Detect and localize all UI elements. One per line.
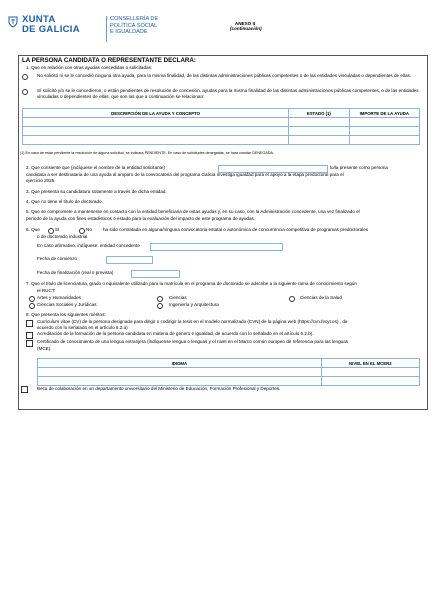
logo-line2: DE GALICIA bbox=[22, 24, 80, 35]
q2-text-pre: 2. Que consiente que (indíquese el nombre de la entidad solicitante) bbox=[26, 165, 165, 170]
annex-title bbox=[230, 21, 260, 32]
q6-line2: o de doctorado industrial. bbox=[37, 234, 89, 239]
merit-language-line2: (MCE). bbox=[37, 346, 52, 351]
table-row bbox=[38, 377, 420, 386]
q7-label-arts: Artes y Humanidades bbox=[37, 295, 81, 300]
q7-radio-sciences[interactable] bbox=[157, 296, 163, 302]
q7-radio-engineering[interactable] bbox=[157, 303, 163, 309]
dept-line1: CONSELLERÍA DE bbox=[110, 16, 159, 22]
aid-header-amount: IMPORTE DE LA AYUDA bbox=[349, 109, 419, 118]
lang-header-level: NIVEL EN EL MCER2 bbox=[321, 359, 419, 368]
section-title: LA PERSONA CANDIDATA O REPRESENTANTE DECLARA: bbox=[22, 57, 196, 64]
q1-option2-radio[interactable] bbox=[22, 89, 28, 95]
merit-cv-line2: acuerdo con lo señalado en el artículo 6.2.a) bbox=[37, 325, 128, 330]
q7-radio-social[interactable] bbox=[29, 303, 35, 309]
footnote: (1) En caso de estar pendiente la resolución de alguna solicitud, se indicará PENDIENTE. En caso de solicitudes denegadas, se hará constar DENEGADA. bbox=[20, 151, 274, 155]
aid-cell[interactable] bbox=[349, 118, 419, 127]
dept-line3: E IGUALDADE bbox=[110, 29, 148, 36]
aid-header-status: ESTADO (1) bbox=[289, 109, 349, 118]
q8-label: 8. Que presenta los siguientes méritos: bbox=[26, 312, 106, 317]
lang-header-language: IDIOMA bbox=[38, 359, 322, 368]
q1-label: 1. Que en relación con otras ayudas concedidas o solicitadas: bbox=[26, 65, 153, 70]
entity-granting-input[interactable] bbox=[150, 243, 283, 251]
merit-gender-text: Acreditación de la formación de la persona candidata en materia de género e igualdad, de acuerdo con lo señalado en el artículo 6.2.b). bbox=[37, 331, 314, 336]
q1-option2-text: Sí solicitó y/o se le concedieron, o están pendientes de resolución de concesión, ayudas para la misma finalidad de las distintas administraciones públicas competentes, o de las entidades vinculadas o dependientes de ellas, que son las que a continuación se relacionan: bbox=[37, 88, 419, 99]
q3-text: 3. Que presenta su candidatura solamente a través de dicha entidad. bbox=[26, 189, 167, 194]
q7-label-social: Ciencias Sociales y Jurídicas bbox=[37, 302, 97, 307]
table-row bbox=[23, 136, 420, 145]
q7-radio-arts[interactable] bbox=[29, 296, 35, 302]
q6-no-label: No bbox=[86, 227, 92, 232]
merit-language-line1: Certificado de conocimiento de una lengua extranjera (indíquense lengua o lenguas y el nivel en el Marco común europeo de referencia para las lenguas bbox=[37, 339, 349, 344]
aid-cell[interactable] bbox=[23, 127, 289, 136]
end-date-label: Fecha de finalización (real o prevista) bbox=[37, 270, 114, 275]
q1-option1-text: No solicitó ni se le concedió ninguna otra ayuda, para la misma finalidad, de las distintas administraciones públicas competentes o de las entidades vinculadas o dependientes de ellas. bbox=[37, 73, 412, 78]
language-table bbox=[37, 358, 420, 386]
merit-language-checkbox[interactable] bbox=[26, 340, 33, 347]
q2-line3: ejercicio 2025. bbox=[26, 178, 56, 183]
logo-text bbox=[22, 15, 80, 35]
q5-line1: 5. Que se compromete a mantenerse en contacto con la entidad beneficiaria de estas ayudas y, en su caso, con la Administración concedente, una vez finalizado el bbox=[26, 209, 360, 214]
q7-label-health: Ciencias de la Salud bbox=[300, 295, 342, 300]
dept-line2: POLÍTICA SOCIAL bbox=[110, 22, 158, 29]
table-row bbox=[23, 118, 420, 127]
q7-line1: 7. Que el título de licenciatura, grado o equivalente utilizado para la matrícula en el programa de doctorado se adscribe a la siguiente rama de conocimiento según bbox=[26, 281, 357, 286]
merit-gender-checkbox[interactable] bbox=[26, 332, 33, 339]
annex-label: ANEXO II bbox=[234, 21, 256, 26]
lang-cell[interactable] bbox=[321, 368, 419, 377]
logo-divider bbox=[106, 16, 107, 42]
lang-cell[interactable] bbox=[321, 377, 419, 386]
table-row bbox=[23, 127, 420, 136]
merit-cv-checkbox[interactable] bbox=[26, 320, 33, 327]
aid-table bbox=[22, 108, 420, 145]
q6-text: ha sido contratada en alguna/ninguna convocatoria estatal o autonómica de concurrencia competitiva de programas predoctorales bbox=[103, 227, 369, 232]
aid-cell[interactable] bbox=[289, 136, 349, 145]
aid-cell[interactable] bbox=[349, 136, 419, 145]
lang-table-header bbox=[38, 359, 420, 368]
q7-radio-health[interactable] bbox=[289, 296, 295, 302]
logo-line1: XUNTA bbox=[22, 14, 56, 25]
q2-text-post: lo/la presente como persona bbox=[330, 165, 388, 170]
lang-cell[interactable] bbox=[38, 377, 322, 386]
q6-yes-label: Sí bbox=[55, 227, 60, 232]
annex-sub: (continuación) bbox=[230, 26, 262, 32]
q4-text: 4. Que no tiene el título de doctorado. bbox=[26, 199, 103, 204]
start-date-label: Fecha de comienzo bbox=[37, 256, 78, 261]
aid-header-desc: DESCRIPCIÓN DE LA AYUDA Y CONCEPTO bbox=[23, 109, 289, 118]
aid-cell[interactable] bbox=[289, 127, 349, 136]
q5-line2: período de la ayuda con fines estadísticos o estado para la evaluación del impacto de este programa de ayudas. bbox=[26, 216, 256, 221]
start-date-input[interactable] bbox=[106, 256, 153, 264]
beca-checkbox[interactable] bbox=[21, 386, 28, 393]
beca-text: Beca de colaboración en un departamento universitario del Ministerio de Educación, Formación Profesional y Deportes. bbox=[37, 386, 281, 391]
aid-cell[interactable] bbox=[23, 136, 289, 145]
department-name bbox=[110, 16, 158, 36]
cv-desc: (CV) de la persona designada para dirigir o codirigir la tesis en el modelo normalizado (CVN) de la página web (https://cvn.fecyt.es) , de bbox=[70, 319, 348, 324]
end-date-input[interactable] bbox=[131, 270, 180, 278]
aid-cell[interactable] bbox=[23, 118, 289, 127]
table-row bbox=[38, 368, 420, 377]
aid-cell[interactable] bbox=[289, 118, 349, 127]
q1-option1-radio[interactable] bbox=[22, 74, 28, 80]
q2-line2: candidata a ser destinataria de una ayuda al amparo de la convocatoria del programa Galicia investiga igualdad para el apoyo a la etapa predoctoral para el bbox=[26, 172, 344, 177]
aid-table-header bbox=[23, 109, 420, 118]
q7-label-engineering: Ingeniería y Arquitectura bbox=[169, 302, 219, 307]
q6-label: 6. Que bbox=[26, 227, 40, 232]
q7-label-sciences: Ciencias bbox=[169, 295, 187, 300]
q7-line2: el RUCT: bbox=[37, 288, 56, 293]
entity-granting-label: En caso afirmativo, indíquese: entidad concedente bbox=[37, 243, 140, 248]
shield-icon bbox=[8, 16, 18, 28]
cv-italic: Curriculum vitae bbox=[37, 319, 71, 324]
lang-cell[interactable] bbox=[38, 368, 322, 377]
aid-cell[interactable] bbox=[349, 127, 419, 136]
